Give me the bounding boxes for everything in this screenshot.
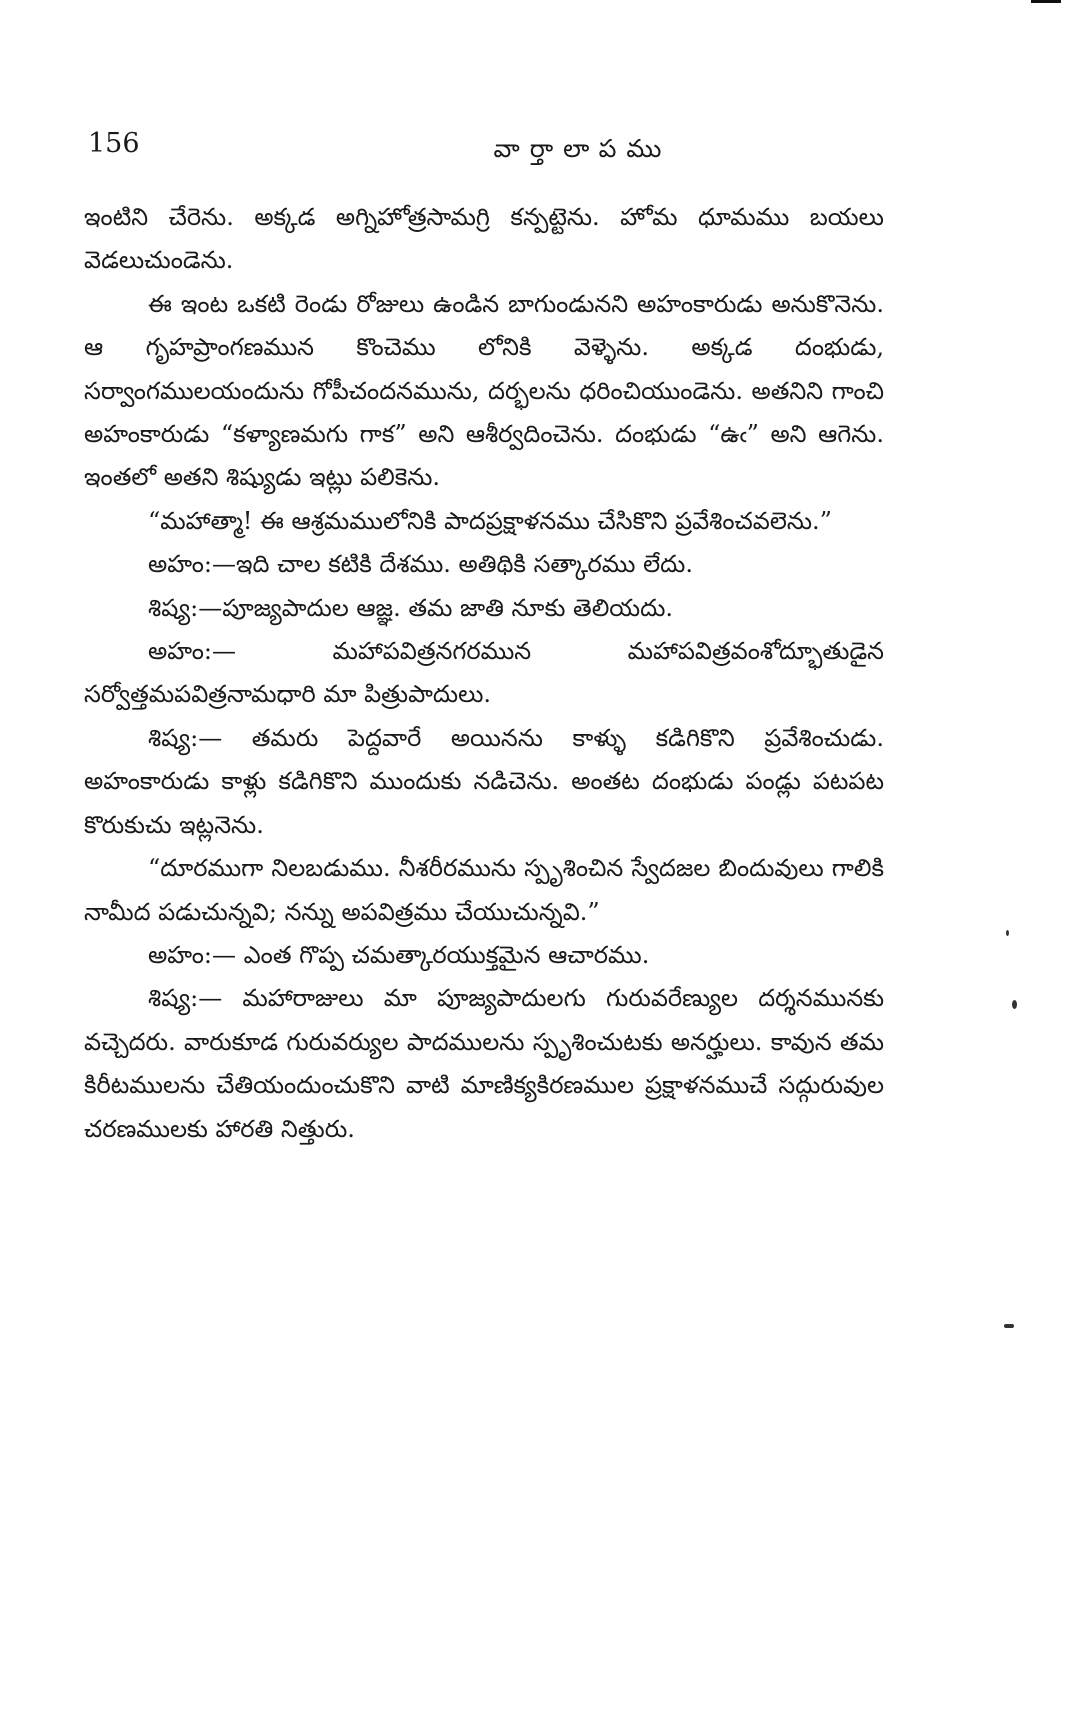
dialogue-line: శిష్య:— మహారాజులు మా పూజ్యపాదులగు గురువరేణ్యుల దర్శనమునకు వచ్చెదరు. వారుకూడ గురువర్యుల పాదములను స్పృశించుటకు అనర్హులు. కావున తమ కిరీటములను చేతియందుంచుకొని వాటి మాణిక్యకిరణముల ప్రక్షాళనముచే సద్గురువుల చరణములకు హారతి నిత్తురు. — [84, 984, 884, 1143]
scan-corner-mark — [1031, 0, 1061, 3]
scan-speck — [1006, 930, 1009, 936]
scan-speck — [1012, 1000, 1017, 1009]
dialogue-line: శిష్య:— తమరు పెద్దవారే అయినను కాళ్ళు కడిగికొని ప్రవేశించుడు. అహంకారుడు కాళ్లు కడిగికొని ముందుకు నడిచెను. అంతట దంభుడు పండ్లు పటపట కొరుకుచు ఇట్లనెను. — [84, 723, 884, 839]
paragraph-continuation: ఇంటిని చేరెను. అక్కడ అగ్నిహోత్రసామగ్రి కన్పట్టెను. హోమ ధూమము బయలు వెడలుచుండెను. — [84, 203, 884, 275]
quoted-paragraph: “దూరముగా నిలబడుము. నీశరీరమును స్పృశించిన స్వేదజల బిందువులు గాలికి నామీద పడుచున్నవి; నన్ను అపవిత్రము చేయుచున్నవి.” — [84, 854, 884, 926]
running-title: వార్తాలాపము — [493, 134, 672, 163]
body-text — [84, 196, 884, 1151]
dialogue-line: శిష్య:—పూజ్యపాదుల ఆజ్ఞ. తమ జాతి నూకు తెలియదు. — [148, 593, 674, 622]
scan-speck — [1004, 1324, 1014, 1328]
dialogue-line: అహం:— మహాపవిత్రనగరమున మహాపవిత్రవంశోద్భూతుడైన సర్వోత్తమపవిత్రనామధారి మా పిత్రుపాదులు. — [84, 637, 884, 709]
page-header — [88, 128, 937, 178]
page-number: 156 — [88, 128, 140, 159]
paragraph: ఈ ఇంట ఒకటి రెండు రోజులు ఉండిన బాగుండునని అహంకారుడు అనుకొనెను. ఆ గృహప్రాంగణమున కొంచెము లోనికి వెళ్ళెను. అక్కడ దంభుడు, సర్వాంగములయందును గోపీచందనమును, దర్భలను ధరించియుండెను. అతనిని గాంచి అహంకారుడు “కళ్యాణమగు గాక” అని ఆశీర్వదించెను. దంభుడు “ఉఁ” అని ఆగెను. ఇంతలో అతని శిష్యుడు ఇట్లు పలికెను. — [84, 289, 884, 492]
quoted-paragraph: “మహాత్మా! ఈ ఆశ్రమములోనికి పాదప్రక్షాళనము చేసికొని ప్రవేశించవలెను.” — [148, 506, 832, 535]
dialogue-line: అహం:—ఇది చాల కటికి దేశము. అతిథికి సత్కారము లేదు. — [148, 550, 693, 579]
dialogue-line: అహం:— ఎంత గొప్ప చమత్కారయుక్తమైన ఆచారము. — [148, 940, 650, 969]
